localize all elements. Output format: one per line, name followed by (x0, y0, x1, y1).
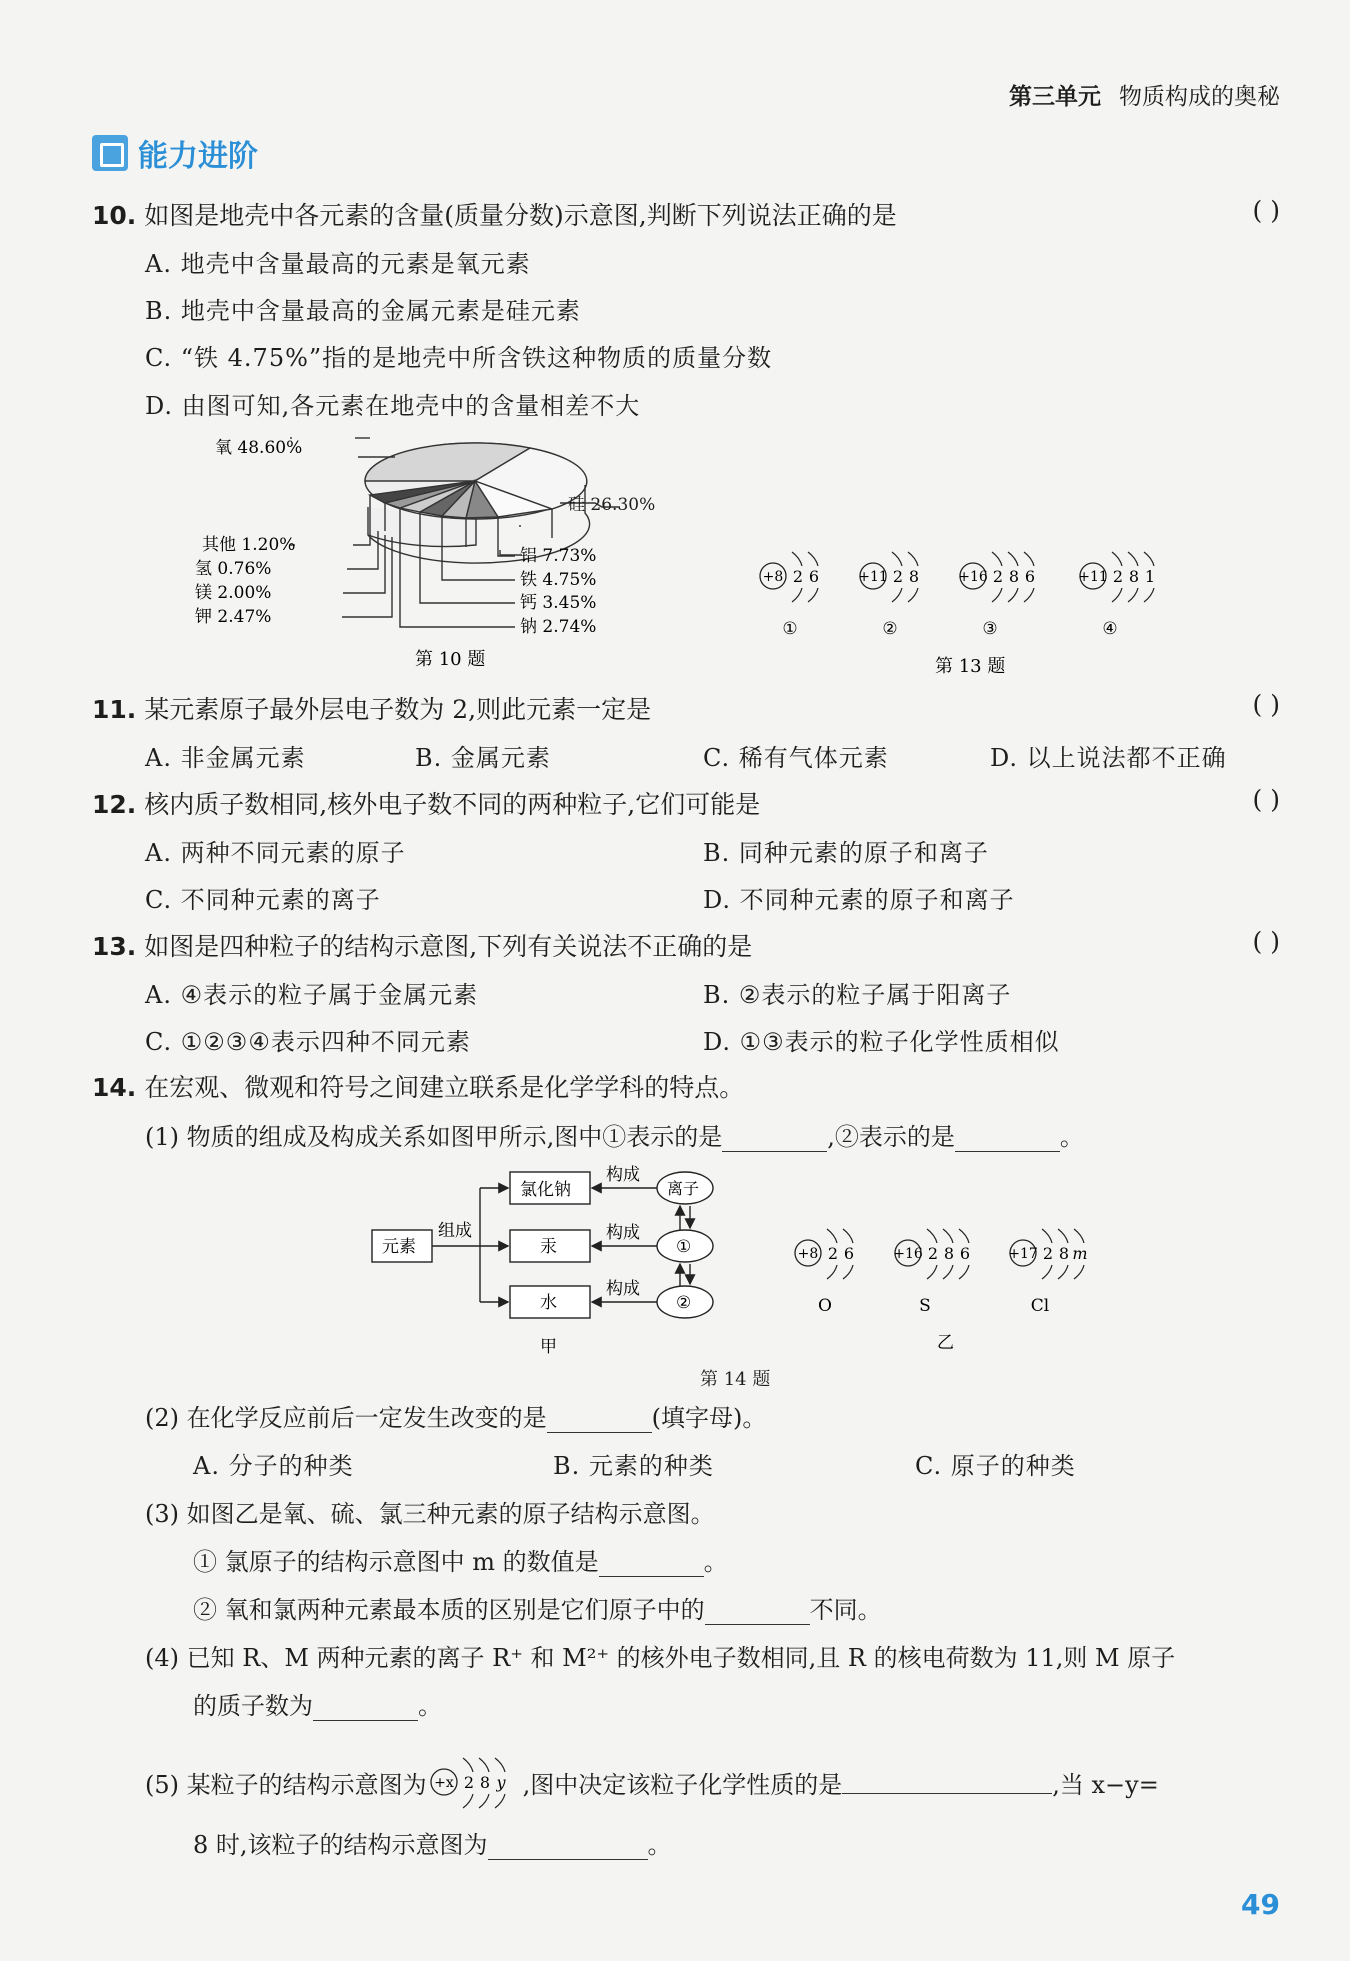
q14yi-atom-label-2: Cl (1030, 1296, 1050, 1316)
answer-paren-11: ( ) (1252, 690, 1280, 719)
q13-shell-arc-bottom-2-2 (1024, 588, 1034, 602)
question-12: 12. 核内质子数相同,核外电子数不同的两种粒子,它们可能是 (92, 790, 761, 819)
q14yi-shell-arc-top-0-1 (843, 1229, 853, 1243)
blank-5b[interactable] (488, 1837, 648, 1860)
q13-shell-arc-top-1-0 (892, 552, 902, 566)
q13-option-d: D. ①③表示的粒子化学性质相似 (703, 1028, 1060, 1056)
q14yi-electron-count-1-1: 8 (943, 1244, 955, 1263)
q13-atom-2 (958, 552, 1035, 639)
label-make-2: 构成 (606, 1223, 640, 1243)
q14yi-electron-count-1-0: 2 (927, 1244, 939, 1263)
q14yi-shell-arc-top-0-0 (827, 1229, 837, 1243)
q13-electron-count-2-2: 6 (1024, 567, 1036, 586)
ellipse-1: ① (676, 1237, 692, 1257)
unit-title: 物质构成的奥秘 (1119, 84, 1280, 110)
label-magnesium: 镁 2.00% (195, 583, 272, 603)
q14yi-shell-arc-top-2-1 (1058, 1229, 1068, 1243)
q13-atom-0 (760, 552, 819, 639)
question-10: 10. 如图是地壳中各元素的含量(质量分数)示意图,判断下列说法正确的是 (92, 201, 897, 230)
q14-5-electron-count-0-0: 2 (463, 1773, 474, 1792)
q14-5-atom-diagram (429, 1752, 521, 1812)
q13-shell-arc-top-3-0 (1112, 552, 1122, 566)
q13-shell-arc-top-0-1 (808, 552, 818, 566)
q13-nucleus-0: +8 (762, 569, 784, 585)
label-other: 其他 1.20% (202, 535, 296, 555)
q13-shell-arc-bottom-3-2 (1144, 588, 1154, 602)
q14-5-shell-arc-bottom-0-0 (463, 1794, 473, 1808)
q14yi-electron-count-2-1: 8 (1058, 1244, 1070, 1263)
q14-5-shell-arc-top-0-0 (463, 1758, 473, 1772)
q13-option-b: B. ②表示的粒子属于阳离子 (703, 981, 1012, 1009)
blank-4[interactable] (313, 1698, 418, 1721)
q14yi-electron-count-2-0: 2 (1042, 1244, 1054, 1263)
q14yi-shell-arc-bottom-2-0 (1042, 1265, 1052, 1279)
q13-shell-arc-top-2-2 (1024, 552, 1034, 566)
q14-part-4: (4) 已知 R、M 两种元素的离子 R⁺ 和 M²⁺ 的核外电子数相同,且 R 的核电荷数为 11,则 M 原子 (145, 1644, 1176, 1672)
question-14: 14. 在宏观、微观和符号之间建立联系是化学学科的特点。 (92, 1073, 745, 1102)
figure-yi-label: 乙 (937, 1333, 954, 1353)
q13-electron-count-2-0: 2 (992, 567, 1004, 586)
q13-atom-label-0: ① (782, 619, 798, 639)
q14yi-shell-arc-bottom-0-1 (843, 1265, 853, 1279)
q14yi-shell-arc-bottom-1-0 (927, 1265, 937, 1279)
box-hg: 汞 (540, 1237, 557, 1257)
q14-part-3-1: ① 氯原子的结构示意图中 m 的数值是 。 (193, 1548, 728, 1576)
q13-shell-arc-bottom-1-1 (908, 588, 918, 602)
page-number: 49 (1241, 1888, 1280, 1921)
q14-5-electron-count-0-1: 8 (479, 1773, 490, 1792)
q14-part-5: (5) 某粒子的结构示意图为 +x 2 8 y ,图中决定该粒子化学性质的是 ,当 x−y= (145, 1752, 1159, 1812)
q13-nucleus-1: +11 (858, 569, 888, 585)
q14yi-electron-count-0-0: 2 (827, 1244, 839, 1263)
box-element: 元素 (382, 1237, 416, 1257)
q13-nucleus-2: +16 (958, 569, 988, 585)
q14-5-shell-arc-top-0-1 (479, 1758, 489, 1772)
box-water: 水 (540, 1293, 557, 1313)
q14yi-atom-label-0: O (818, 1296, 832, 1316)
q13-shell-arc-bottom-3-1 (1128, 588, 1138, 602)
q14-part-1: (1) 物质的组成及构成关系如图甲所示,图中①表示的是 ,②表示的是 。 (145, 1123, 1084, 1151)
crust-element-pie-chart (195, 425, 670, 675)
q14yi-shell-arc-top-2-2 (1074, 1229, 1084, 1243)
answer-paren-13: ( ) (1252, 927, 1280, 956)
label-hydrogen: 氢 0.76% (195, 559, 272, 579)
q14yi-atom-0 (795, 1229, 854, 1316)
q14yi-shell-arc-top-2-0 (1042, 1229, 1052, 1243)
question-13: 13. 如图是四种粒子的结构示意图,下列有关说法不正确的是 (92, 932, 753, 961)
label-silicon-html: 硅 26.30% (568, 495, 656, 515)
q10-option-d: D. 由图可知,各元素在地壳中的含量相差不大 (145, 392, 641, 420)
q14yi-shell-arc-bottom-1-1 (943, 1265, 953, 1279)
label-make-3: 构成 (606, 1279, 640, 1299)
q14yi-electron-count-1-2: 6 (959, 1244, 971, 1263)
figure-yi-atom-diagrams (785, 1205, 1105, 1355)
q13-electron-count-1-1: 8 (908, 567, 920, 586)
q14-5-electron-count-0-2: y (496, 1773, 506, 1792)
q13-nucleus-3: +11 (1078, 569, 1108, 585)
q13-shell-arc-bottom-1-0 (892, 588, 902, 602)
pencil-icon (92, 135, 128, 171)
q13-electron-count-3-1: 8 (1128, 567, 1140, 586)
q10-option-c: C. “铁 4.75%”指的是地壳中所含铁这种物质的质量分数 (145, 344, 773, 372)
q14-5-atom-0 (431, 1758, 506, 1808)
label-potassium: 钾 2.47% (195, 607, 272, 627)
box-nacl: 氯化钠 (520, 1180, 571, 1200)
q13-atom-label-1: ② (882, 619, 898, 639)
q13-shell-arc-bottom-2-1 (1008, 588, 1018, 602)
blank-1b[interactable] (955, 1129, 1060, 1152)
section-title: 能力进阶 (138, 139, 258, 174)
q14yi-atom-1 (893, 1229, 970, 1316)
q11-option-d: D. 以上说法都不正确 (990, 744, 1227, 772)
q13-shell-arc-top-0-0 (792, 552, 802, 566)
q11-option-a: A. 非金属元素 (145, 744, 306, 772)
label-aluminium: 铝 7.73% (520, 546, 597, 566)
label-oxygen: 氧 48.60% (215, 438, 303, 458)
q14yi-shell-arc-bottom-1-2 (959, 1265, 969, 1279)
q13-shell-arc-bottom-0-0 (792, 588, 802, 602)
q14-2-option-b: B. 元素的种类 (553, 1452, 714, 1480)
unit-label: 第三单元 (1009, 84, 1101, 110)
answer-paren-12: ( ) (1252, 785, 1280, 814)
q13-shell-arc-top-2-0 (992, 552, 1002, 566)
ellipse-2: ② (676, 1293, 692, 1313)
caption-q13: 第 13 题 (935, 656, 1006, 677)
q13-shell-arc-top-3-2 (1144, 552, 1154, 566)
q13-shell-arc-bottom-3-0 (1112, 588, 1122, 602)
q13-electron-count-1-0: 2 (892, 567, 904, 586)
q13-shell-arc-bottom-0-1 (808, 588, 818, 602)
q14yi-shell-arc-top-1-0 (927, 1229, 937, 1243)
blank-1a[interactable] (722, 1129, 827, 1152)
blank-3-2[interactable] (705, 1602, 810, 1625)
q12-option-c: C. 不同种元素的离子 (145, 886, 381, 914)
q14yi-shell-arc-bottom-0-0 (827, 1265, 837, 1279)
q13-electron-count-2-1: 8 (1008, 567, 1020, 586)
q13-atom-label-3: ④ (1102, 619, 1118, 639)
q13-electron-count-3-2: 1 (1144, 567, 1156, 586)
label-make-1: 构成 (606, 1165, 640, 1185)
q13-shell-arc-top-1-1 (908, 552, 918, 566)
caption-q10: 第 10 题 (415, 649, 486, 670)
q13-shell-arc-bottom-2-0 (992, 588, 1002, 602)
q13-atom-3 (1078, 552, 1155, 639)
q14yi-nucleus-0: +8 (797, 1246, 819, 1262)
q14yi-shell-arc-top-1-2 (959, 1229, 969, 1243)
q14yi-electron-count-0-1: 6 (843, 1244, 855, 1263)
q14yi-nucleus-1: +16 (893, 1246, 923, 1262)
q14yi-atom-2 (1008, 1229, 1087, 1316)
figure-jia-label: 甲 (540, 1337, 557, 1357)
q14-5-shell-arc-top-0-2 (495, 1758, 505, 1772)
q13-electron-count-0-1: 6 (808, 567, 820, 586)
q14yi-shell-arc-top-1-1 (943, 1229, 953, 1243)
figure-jia-relation-diagram (370, 1162, 730, 1362)
q14yi-shell-arc-bottom-2-2 (1074, 1265, 1084, 1279)
answer-paren-10: ( ) (1252, 196, 1280, 225)
q14yi-electron-count-2-2: m (1072, 1244, 1088, 1263)
q12-option-a: A. 两种不同元素的原子 (145, 839, 406, 867)
q13-atom-label-2: ③ (982, 619, 998, 639)
label-iron: 铁 4.75% (520, 570, 597, 590)
label-calcium: 钙 3.45% (520, 593, 597, 613)
blank-3-1[interactable] (599, 1554, 704, 1577)
q14-2-option-c: C. 原子的种类 (915, 1452, 1076, 1480)
q10-option-a: A. 地壳中含量最高的元素是氧元素 (145, 250, 531, 278)
section-heading (92, 132, 258, 174)
running-header (1009, 78, 1280, 111)
q13-electron-count-0-0: 2 (792, 567, 804, 586)
q13-shell-arc-top-2-1 (1008, 552, 1018, 566)
q11-option-b: B. 金属元素 (415, 744, 551, 772)
q13-electron-count-3-0: 2 (1112, 567, 1124, 586)
question-11: 11. 某元素原子最外层电子数为 2,则此元素一定是 (92, 695, 652, 724)
q14yi-nucleus-2: +17 (1008, 1246, 1038, 1262)
q13-atom-1 (858, 552, 919, 639)
q14-part-4-cont: 的质子数为 。 (193, 1692, 442, 1720)
q14yi-shell-arc-bottom-2-1 (1058, 1265, 1068, 1279)
q14-5-nucleus-0: +x (433, 1775, 454, 1791)
q13-option-c: C. ①②③④表示四种不同元素 (145, 1028, 471, 1056)
q14-5-shell-arc-bottom-0-2 (495, 1794, 505, 1808)
blank-5a[interactable] (842, 1771, 1052, 1794)
q14-part-2: (2) 在化学反应前后一定发生改变的是 (填字母)。 (145, 1404, 767, 1432)
q11-option-c: C. 稀有气体元素 (703, 744, 889, 772)
q14yi-atom-label-1: S (919, 1296, 931, 1316)
q14-5-shell-arc-bottom-0-1 (479, 1794, 489, 1808)
q14-2-option-a: A. 分子的种类 (193, 1452, 354, 1480)
ellipse-ion: 离子 (667, 1179, 700, 1198)
label-compose: 组成 (438, 1221, 472, 1241)
q12-option-d: D. 不同种元素的原子和离子 (703, 886, 1015, 914)
q14-part-3-2: ② 氧和氯两种元素最本质的区别是它们原子中的 不同。 (193, 1596, 882, 1624)
q14-part-5-cont: 8 时,该粒子的结构示意图为 。 (193, 1831, 672, 1859)
q10-option-b: B. 地壳中含量最高的金属元素是硅元素 (145, 297, 581, 325)
label-sodium: 钠 2.74% (520, 617, 597, 637)
caption-q14: 第 14 题 (700, 1369, 771, 1390)
q12-option-b: B. 同种元素的原子和离子 (703, 839, 989, 867)
blank-2[interactable] (547, 1410, 652, 1433)
q14-part-3: (3) 如图乙是氧、硫、氯三种元素的原子结构示意图。 (145, 1500, 715, 1528)
q13-shell-arc-top-3-1 (1128, 552, 1138, 566)
q13-option-a: A. ④表示的粒子属于金属元素 (145, 981, 479, 1009)
q13-atom-diagrams (760, 530, 1190, 680)
